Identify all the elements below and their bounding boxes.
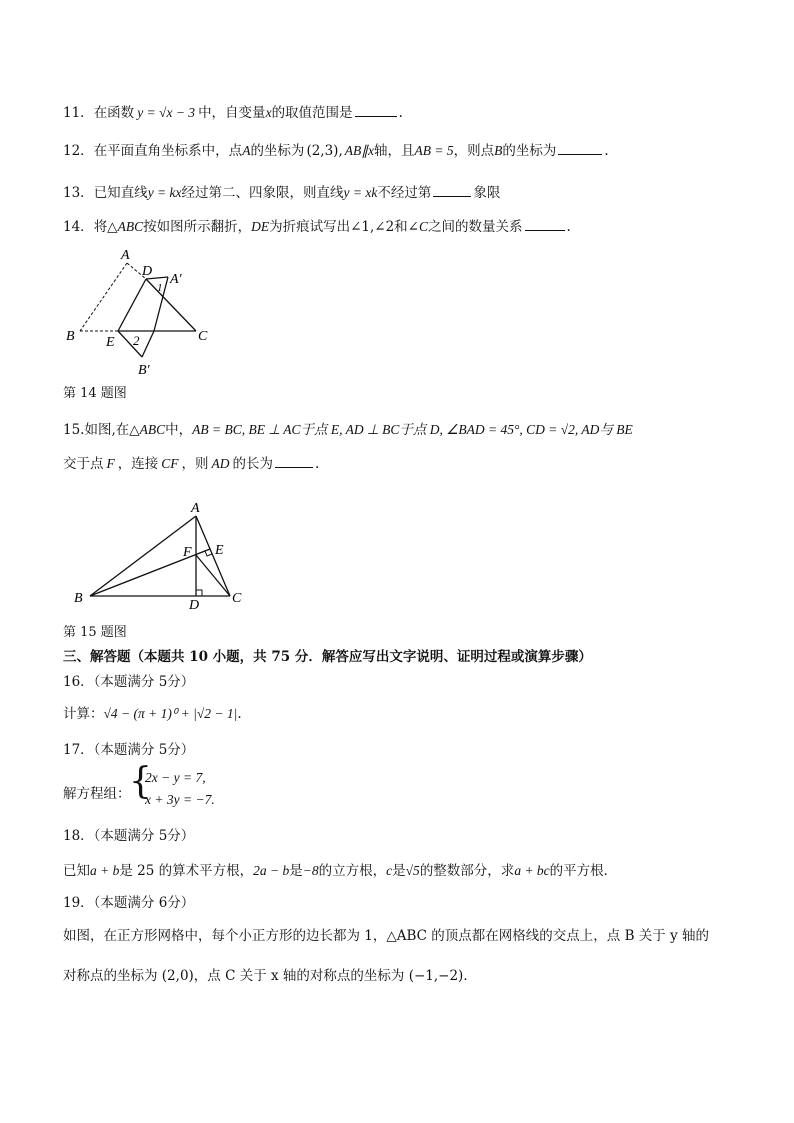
fig14-label-b-prime: B′	[138, 363, 150, 378]
q12-answer-blank[interactable]	[558, 140, 602, 155]
fig14-label-a-prime: A′	[170, 272, 182, 287]
q15-text-2: 中，	[165, 422, 193, 438]
q19-heading: 19．（本题满分 6分）	[63, 895, 195, 911]
q13-text-2: 经过第二、四象限，则直线	[181, 185, 344, 201]
fig14-label-d: D	[142, 264, 153, 279]
q12-text-2: 的坐标为	[250, 143, 305, 159]
question-13	[63, 182, 500, 202]
q11-var: x	[265, 105, 272, 120]
q13-text: 已知直线	[93, 185, 148, 201]
q15-conditions: AB = BC, BE ⊥ AC于点 E, AD ⊥ BC于点 D, ∠BAD = 45°, CD = √2, AD与 BE	[192, 422, 633, 437]
q11-answer-blank[interactable]	[355, 102, 397, 117]
section-3-heading: 三、解答题（本题共 10 小题，共 75 分．解答应写出文字说明、证明过程或演算步骤）	[63, 649, 592, 665]
q11-text-2: 中，自变量	[198, 105, 266, 121]
fig14-label-b: B	[66, 329, 75, 344]
q15-answer-blank[interactable]	[275, 453, 313, 468]
q14-number: 14．	[63, 219, 94, 235]
q15-text: 15.如图,在△	[63, 422, 140, 438]
fig15-line-ac	[196, 516, 230, 596]
fig15-label-e: E	[215, 543, 224, 558]
question-17	[63, 761, 263, 812]
fig14-line-b2	[142, 331, 154, 357]
q15-point-f: F	[106, 456, 115, 471]
question-15-line-1	[63, 421, 633, 439]
question-16	[63, 705, 242, 723]
q14-text-2: 按如图所示翻折，	[143, 219, 252, 235]
q12-length: AB = 5	[414, 143, 454, 158]
q11-number: 11．	[63, 105, 94, 121]
q13-text-3: 不经过第	[377, 185, 432, 201]
fig14-label-a: A	[121, 248, 130, 263]
q11-formula: y = √x − 3	[137, 105, 196, 120]
q17-text: 解方程组：	[63, 786, 131, 802]
q17-equation-2: x + 3y = −7.	[145, 792, 215, 807]
q11-text-3: 的取值范围是	[271, 105, 353, 121]
q15-text-6: 的长为	[232, 456, 274, 472]
q12-point-b: B	[494, 143, 503, 158]
question-12	[63, 140, 609, 160]
q15-segment-cf: CF	[161, 456, 179, 471]
q15-triangle: ABC	[139, 422, 166, 437]
q12-coord: (2,3),	[306, 143, 343, 159]
question-18	[63, 862, 617, 880]
fig15-label-c: C	[232, 591, 242, 606]
q18-text-7: 的平方根．	[549, 863, 618, 879]
q14-triangle: ABC	[117, 219, 144, 234]
q12-number: 12．	[63, 143, 94, 159]
q18-text-6: 的整数部分，求	[419, 863, 515, 879]
q12-parallel: AB∥x	[344, 143, 374, 158]
question-15-line-2	[63, 453, 319, 473]
q11-end: .	[398, 105, 403, 121]
fig15-line-be	[90, 549, 210, 596]
q12-point-a: A	[242, 143, 251, 158]
fig14-label-e: E	[106, 335, 115, 350]
q13-answer-blank[interactable]	[433, 182, 471, 197]
q13-end: 象限	[473, 185, 501, 201]
fig15-label-a: A	[191, 501, 200, 516]
q17-heading: 17．（本题满分 5分）	[63, 742, 195, 758]
q18-text-2: 是 25 的算术平方根，	[119, 863, 254, 879]
q18-formula-6: a + bc	[514, 863, 550, 878]
figure-14	[62, 245, 222, 380]
q11-text: 在函数	[93, 105, 135, 121]
q12-end: .	[604, 143, 609, 159]
q16-end: .	[237, 706, 242, 722]
q18-formula-5: √5	[405, 863, 420, 878]
question-14	[63, 216, 571, 236]
q13-formula-2: y = xk	[343, 185, 378, 200]
figure-14-caption: 第 14 题图	[63, 386, 127, 401]
question-11	[63, 102, 403, 122]
fig14-label-1: 1	[157, 282, 163, 294]
figure-15-caption: 第 15 题图	[63, 625, 127, 640]
q18-formula-2: 2a − b	[253, 863, 290, 878]
q18-heading: 18．（本题满分 5分）	[63, 828, 195, 844]
q15-text-4: ，连接	[117, 456, 159, 472]
q15-text-5: ，则	[181, 456, 209, 472]
q18-formula-3: −8	[302, 863, 319, 878]
q12-text-5: 的坐标为	[502, 143, 557, 159]
fig15-label-d: D	[189, 598, 200, 613]
question-19-line-2: 对称点的坐标为 (2,0)，点 C 关于 x 轴的对称点的坐标为 (−1,−2)．	[63, 968, 477, 984]
q16-heading: 16．（本题满分 5分）	[63, 674, 195, 690]
q15-text-3: 交于点	[63, 456, 104, 472]
q18-text-5: 是	[392, 863, 406, 879]
question-19-line-1: 如图，在正方形网格中，每个小正方形的边长都为 1，△ABC 的顶点都在网格线的交点上，点 B 关于 y 轴的	[63, 928, 710, 944]
q16-text: 计算：	[63, 706, 104, 722]
fig15-label-f: F	[183, 545, 192, 560]
q14-text-4: 之间的数量关系	[428, 219, 523, 235]
q14-angle-c: C	[418, 219, 428, 234]
q12-text: 在平面直角坐标系中，点	[93, 143, 243, 159]
q18-text-1: 已知	[63, 863, 90, 879]
fig14-dashed-ab	[80, 263, 127, 331]
q17-brace: {	[129, 761, 152, 802]
q18-text-4: 的立方根，	[318, 863, 387, 879]
q13-number: 13．	[63, 185, 94, 201]
q15-segment-ad: AD	[211, 456, 230, 471]
q14-text: 将△	[93, 219, 118, 235]
q14-text-3: 为折痕试写出∠1,∠2和∠	[269, 219, 419, 235]
q12-text-3: 轴，且	[373, 143, 415, 159]
fig15-right-angle-d	[196, 590, 202, 596]
fig14-line-de	[118, 279, 146, 331]
figure-15	[70, 498, 260, 613]
fig14-label-c: C	[198, 329, 208, 344]
q16-expression: √4 − (π + 1)⁰ + |√2 − 1|	[103, 706, 238, 721]
fig14-label-2: 2	[133, 333, 140, 348]
q14-crease: DE	[251, 219, 270, 234]
q15-end: .	[315, 456, 320, 472]
q18-formula-4: c	[386, 863, 393, 878]
q12-text-4: ，则点	[453, 143, 495, 159]
q17-equation-1: 2x − y = 7,	[145, 770, 206, 785]
q13-formula-1: y = kx	[147, 185, 182, 200]
q18-text-3: 是	[289, 863, 303, 879]
q14-end: .	[566, 219, 571, 235]
q18-formula-1: a + b	[90, 863, 120, 878]
q14-answer-blank[interactable]	[525, 216, 565, 231]
fig15-label-b: B	[74, 591, 83, 606]
fig15-line-ab	[90, 516, 196, 596]
